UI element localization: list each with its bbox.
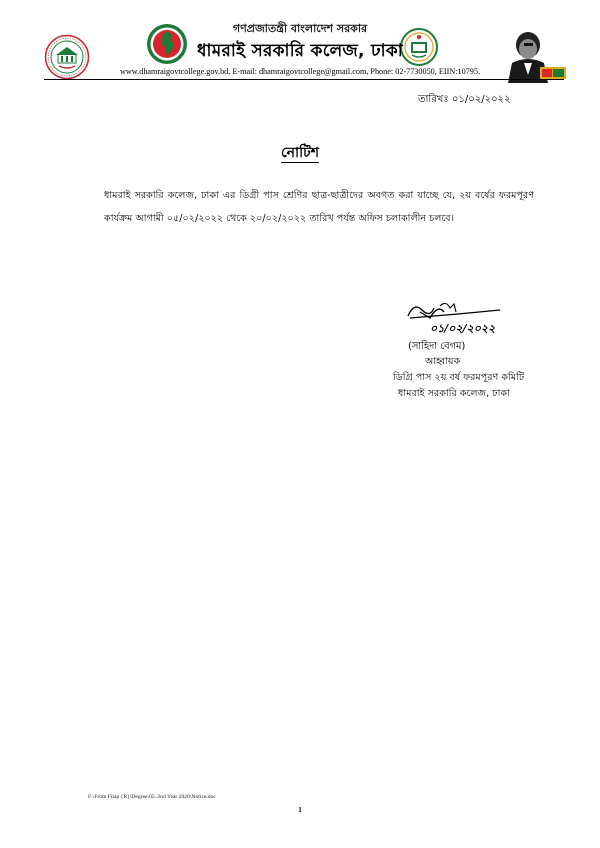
notice-date: তারিখঃ ০১/০২/২০২২ [418, 94, 511, 105]
notice-body: ধামরাই সরকারি কলেজ, ঢাকা এর ডিগ্রী পাস শ্রেণির ছাত্র-ছাত্রীদের অবগত করা যাচ্ছে যে, ২য় বর্ষের ফরমপূরণ কার্যক্রম আগামী ০৫/০২/২০২২ থেকে ২০/০২/২০২২ তারিখ পর্যন্ত অফিস চলাকালীন চলবে। [104, 190, 534, 224]
college-name-title: ধামরাই সরকারি কলেজ, ঢাকা [197, 41, 403, 61]
contact-info-line: www.dhamraigovtcollege.gov.bd, E-mail: dhamraigovtcollege@gmail.com, Phone: 02-7730050, EIIN:10795. [119, 67, 481, 76]
signatory-name: (সাহিদা বেগম) [408, 341, 466, 352]
signatory-committee: ডিগ্রি পাস ২য় বর্ষ ফরমপূরণ কমিটি [393, 372, 525, 383]
handwritten-signature [400, 298, 510, 338]
government-title: গণপ্রজাতন্ত্রী বাংলাদেশ সরকার [232, 22, 368, 35]
signatory-role: আহ্বায়ক [425, 356, 461, 367]
footer-file-path: F:\From Filap {R}\Degree\05..2nd Year 2020\Notice.doc [88, 794, 216, 800]
page-number: 1 [298, 806, 302, 814]
notice-title [0, 141, 600, 165]
handwritten-date: ০১/০২/২০২২ [430, 322, 496, 335]
signatory-college: ধামরাই সরকারি কলেজ, ঢাকা [398, 388, 510, 399]
header-divider [44, 79, 564, 80]
notice-title-text: নোটিশ [280, 145, 319, 161]
